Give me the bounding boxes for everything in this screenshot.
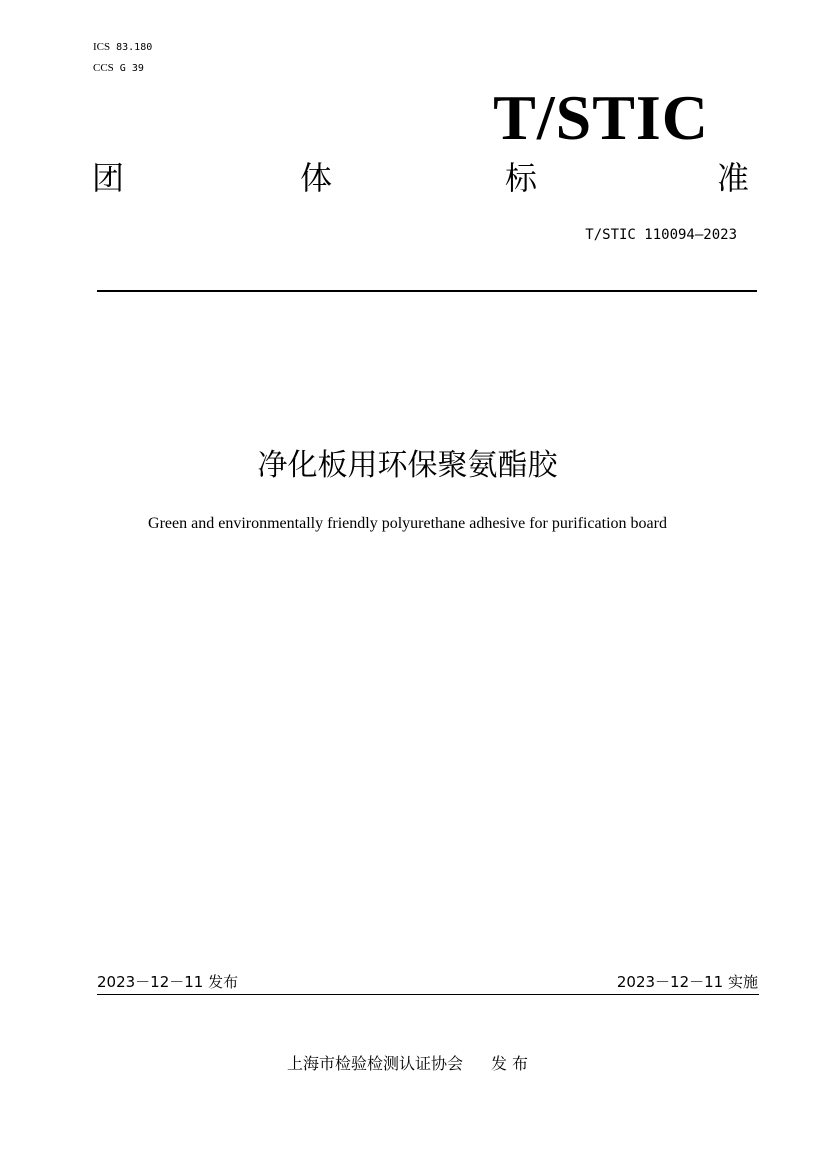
bottom-divider xyxy=(97,994,759,995)
ccs-line xyxy=(93,62,144,75)
publisher-name: 上海市检验检测认证协会 xyxy=(286,1054,463,1073)
ccs-label: CCS xyxy=(93,62,114,74)
ics-label: ICS xyxy=(93,41,111,53)
standard-type-char-3: 标 xyxy=(505,159,538,197)
implementation-date: 2023－12－11 实施 xyxy=(616,973,758,991)
ics-line xyxy=(93,41,152,54)
publisher-suffix: 发 布 xyxy=(490,1054,529,1073)
title-chinese: 净化板用环保聚氨酯胶 xyxy=(257,448,558,483)
standard-type-char-1: 团 xyxy=(92,159,125,197)
standard-type-char-4: 准 xyxy=(717,159,750,197)
title-english: Green and environmentally friendly polyurethane adhesive for purification board xyxy=(148,515,667,532)
ics-code: 83.180 xyxy=(116,42,153,53)
top-divider xyxy=(97,290,757,292)
standard-code: T/STIC 110094—2023 xyxy=(585,227,737,243)
publisher-line xyxy=(0,1053,815,1075)
standard-mark: T/STIC xyxy=(493,82,709,153)
ccs-code: G 39 xyxy=(119,63,144,74)
issue-date: 2023－12－11 发布 xyxy=(97,973,239,991)
standard-type-char-2: 体 xyxy=(300,159,333,197)
